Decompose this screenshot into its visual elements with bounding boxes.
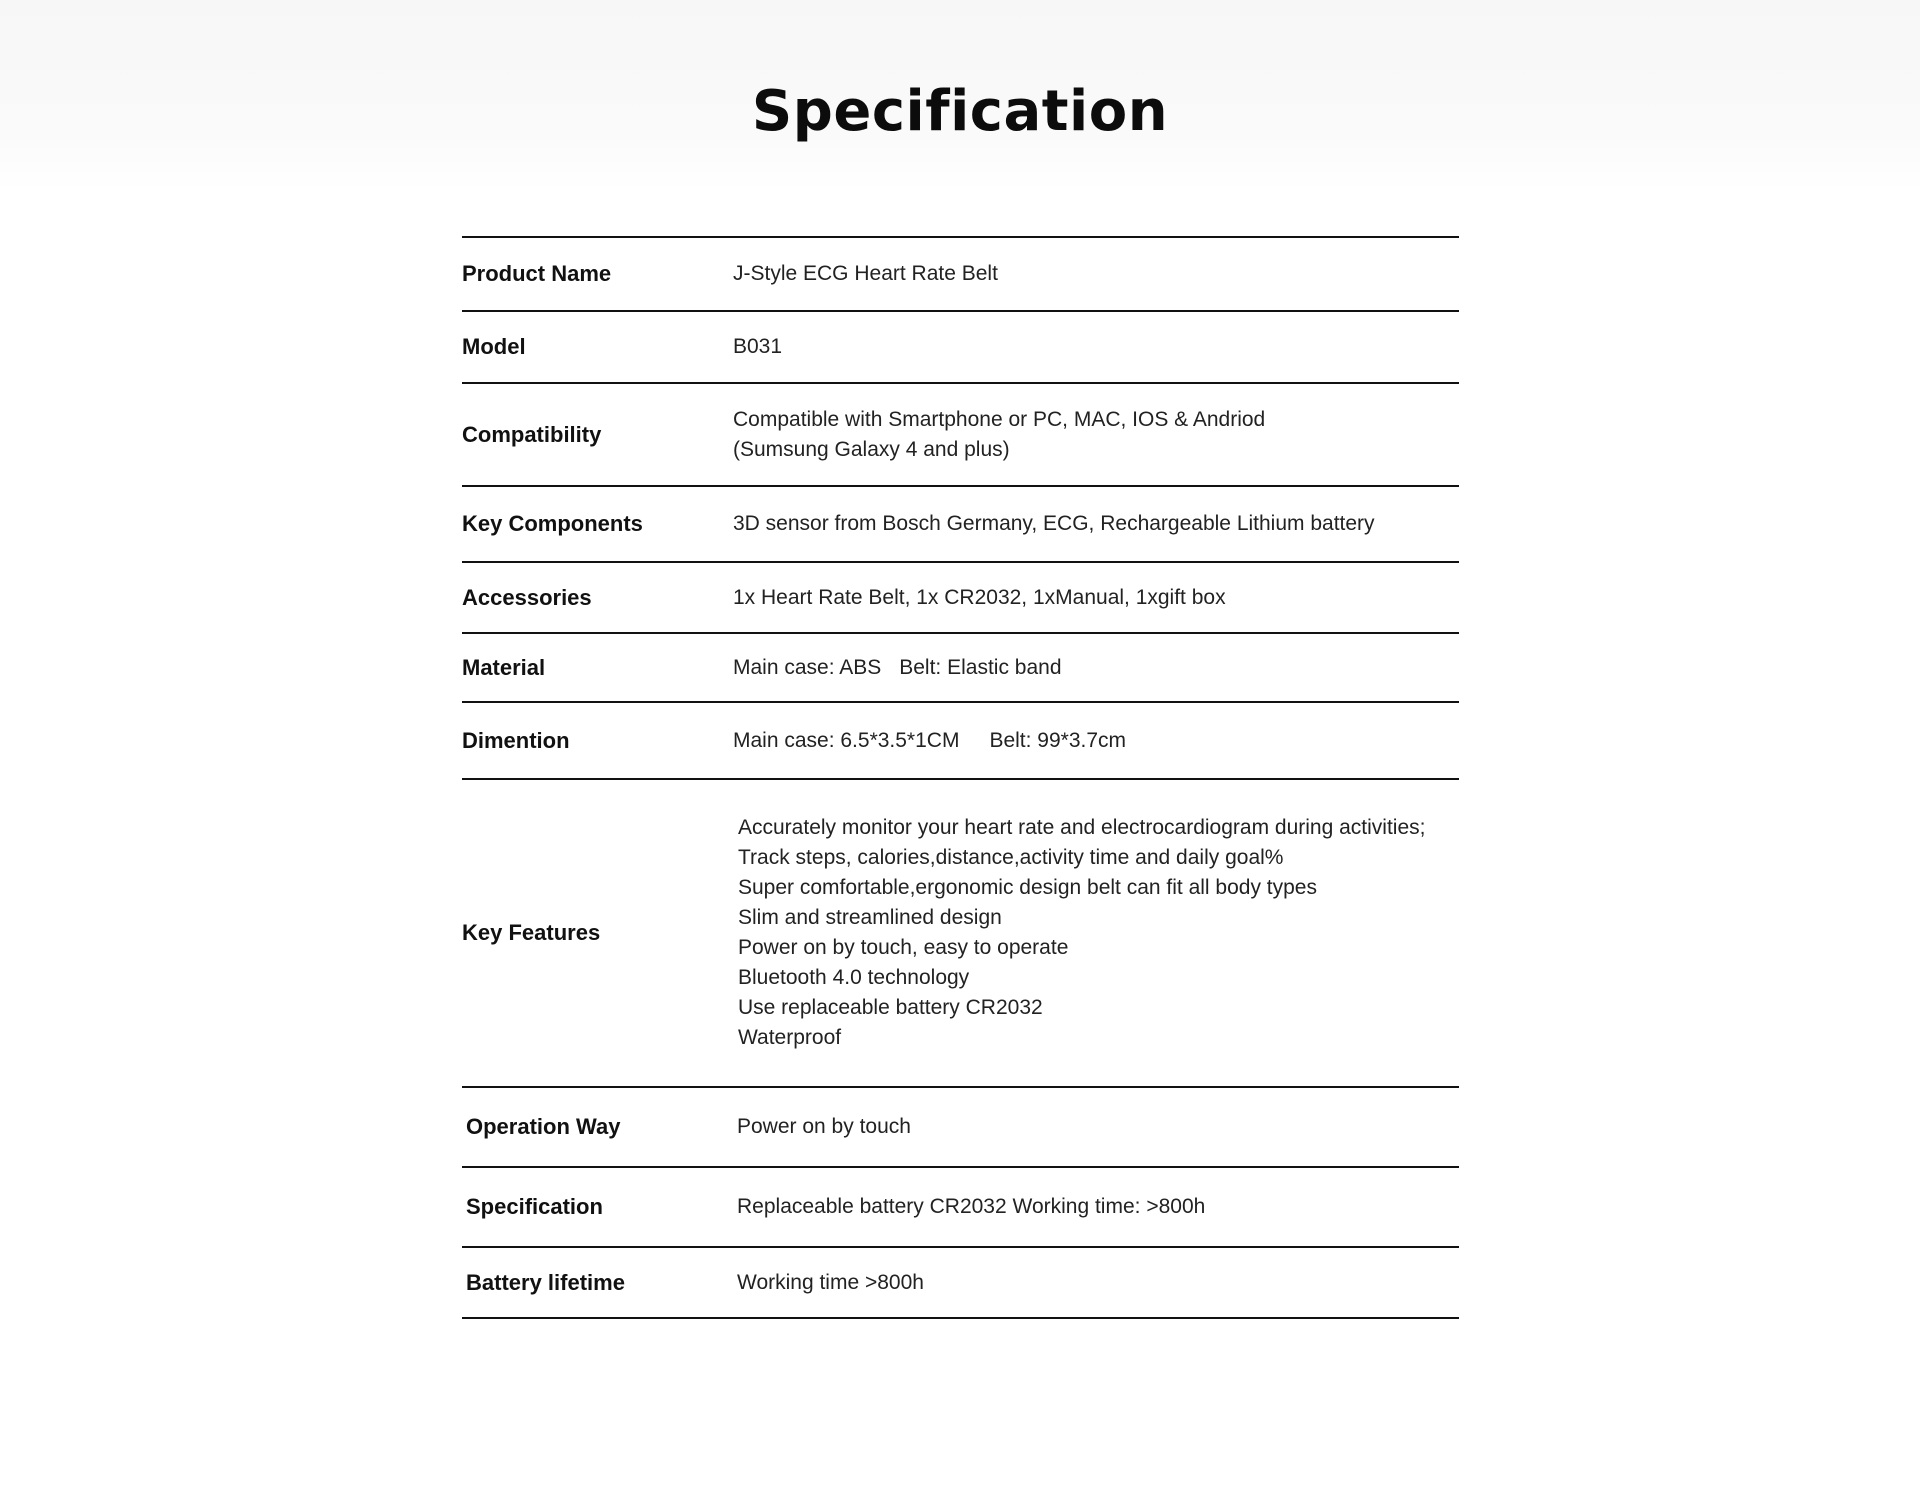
- feature-item: Slim and streamlined design: [738, 906, 1002, 929]
- spec-row-product-name: [462, 238, 1459, 312]
- page-title: Specification: [751, 79, 1169, 144]
- spec-label: Key Features: [462, 920, 601, 945]
- spec-row-compatibility: [462, 384, 1459, 487]
- spec-value: [733, 813, 1459, 1053]
- spec-value: Replaceable battery CR2032 Working time: >800h: [737, 1195, 1206, 1218]
- spec-label: Material: [462, 654, 546, 680]
- spec-value-part: Belt: Elastic band: [899, 655, 1062, 679]
- feature-list: [738, 813, 1459, 1053]
- spec-row-key-features: [462, 780, 1459, 1088]
- spec-row-model: [462, 312, 1459, 384]
- spec-label: Specification: [466, 1194, 603, 1219]
- feature-item: Waterproof: [738, 1026, 842, 1049]
- spec-label: Key Components: [462, 511, 643, 536]
- spec-value-line: Compatible with Smartphone or PC, MAC, IOS & Andriod: [733, 407, 1266, 431]
- spec-value: J-Style ECG Heart Rate Belt: [733, 262, 998, 285]
- spec-value-line: (Sumsung Galaxy 4 and plus): [733, 437, 1010, 461]
- feature-item: Use replaceable battery CR2032: [738, 996, 1043, 1019]
- spec-row-key-components: [462, 487, 1459, 563]
- spec-row-dimention: [462, 703, 1459, 780]
- feature-item: Super comfortable,ergonomic design belt can fit all body types: [738, 876, 1317, 899]
- spec-label: Compatibility: [462, 421, 602, 447]
- spec-value: Working time >800h: [737, 1270, 924, 1294]
- spec-label: Accessories: [462, 584, 592, 610]
- spec-value: [733, 726, 1459, 756]
- spec-label: Dimention: [462, 727, 570, 753]
- spec-value-part: Main case: ABS: [733, 655, 882, 679]
- spec-value: [733, 405, 1459, 465]
- spec-label: Operation Way: [466, 1114, 621, 1139]
- spec-value: [733, 653, 1459, 683]
- spec-row-accessories: [462, 563, 1459, 634]
- spec-row-material: [462, 634, 1459, 703]
- spec-value: 3D sensor from Bosch Germany, ECG, Rechargeable Lithium battery: [733, 512, 1375, 535]
- feature-item: Accurately monitor your heart rate and electrocardiogram during activities;: [738, 816, 1426, 839]
- spec-value: Power on by touch: [737, 1115, 911, 1138]
- spec-row-specification: [462, 1168, 1459, 1248]
- specification-table: [462, 236, 1459, 1319]
- feature-item: Power on by touch, easy to operate: [738, 936, 1069, 959]
- spec-label: Model: [462, 334, 526, 359]
- spec-value-part: Belt: 99*3.7cm: [989, 728, 1127, 752]
- spec-label: Product Name: [462, 261, 612, 286]
- feature-item: Bluetooth 4.0 technology: [738, 966, 970, 989]
- spec-value: 1x Heart Rate Belt, 1x CR2032, 1xManual, 1xgift box: [733, 585, 1226, 609]
- spec-row-battery-lifetime: [462, 1248, 1459, 1319]
- spec-label: Battery lifetime: [466, 1269, 625, 1295]
- feature-item: Track steps, calories,distance,activity time and daily goal%: [738, 846, 1284, 869]
- spec-value: B031: [733, 335, 783, 358]
- spec-value-part: Main case: 6.5*3.5*1CM: [733, 728, 960, 752]
- spec-row-operation-way: [462, 1088, 1459, 1168]
